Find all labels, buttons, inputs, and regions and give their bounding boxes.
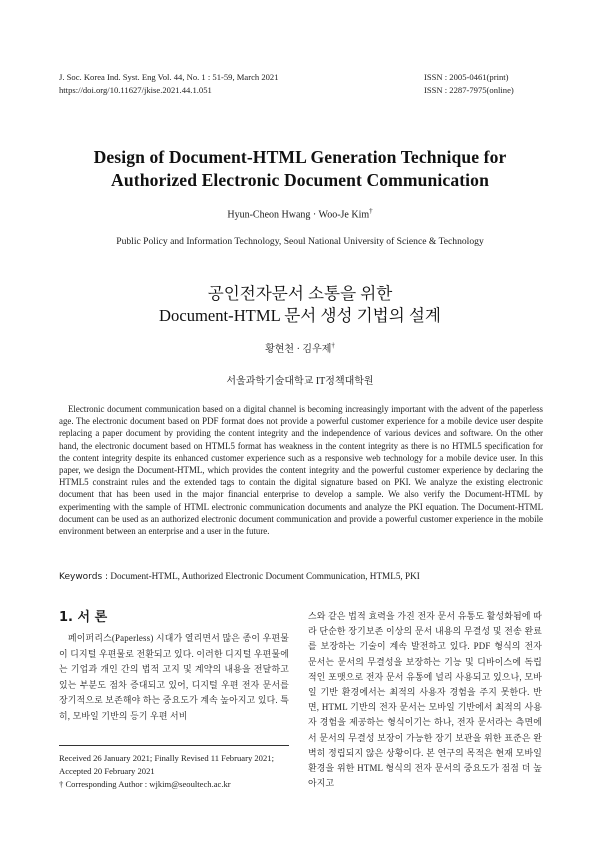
title-korean-line2: Document-HTML 문서 생성 기법의 설계	[159, 306, 441, 325]
footnotes	[59, 752, 299, 790]
journal-header-left	[59, 71, 279, 97]
title-korean-line1: 공인전자문서 소통을 위한	[207, 284, 393, 303]
title-korean	[0, 283, 600, 327]
corresponding-author-mark: †	[59, 778, 64, 789]
title-english	[30, 146, 570, 192]
author-names: Hyun-Cheon Hwang · Woo-Je Kim	[227, 209, 370, 221]
doi-link[interactable]: https://doi.org/10.11627/jkise.2021.44.1.051	[59, 85, 212, 95]
journal-header-right	[424, 71, 514, 97]
corresponding-mark-korean: †	[331, 341, 335, 350]
corresponding-author-text: Corresponding Author : wjkim@seoultech.ac.kr	[65, 778, 231, 789]
body-right-column: 스와 같은 법적 효력을 가진 전자 문서 유통도 활성화됨에 따라 단순한 장기보존 이상의 문서 내용의 무결성 및 전송 완료를 보장하는 기술이 계속 발전하고 있다. PDF 형식의 전자 문서는 문서의 무결성을 보장하는 기능 및 디바이스에 독립적인 포맷으로 전자 문서 유통에 널리 사용되고 있으나, 모바일 기반 환경에서는 최적의 사용자 경험을 주지 못한다. 반면, HTML 기반의 전자 문서는 모바일 기반에서 최적의 사용자 경험을 제공하는 형식이기는 하나, 전자 문서라는 측면에서 문서의 무결성 보장이 가능한 장기 보관을 위한 표준은 완벽히 정립되지 않은 상황이다. 본 연구의 목적은 현재 모바일 환경을 위한 HTML 형식의 전자 문서의 중요도가 점점 더 높아지고	[308, 611, 542, 789]
title-english-line2: Authorized Electronic Document Communication	[111, 170, 489, 190]
corresponding-author	[59, 778, 299, 791]
journal-citation: J. Soc. Korea Ind. Syst. Eng Vol. 44, No. 1 : 51-59, March 2021	[59, 72, 279, 82]
body-left-column: 페이퍼리스(Paperless) 시대가 열리면서 많은 종이 우편물이 디지털 우편물로 전환되고 있다. 이러한 디지털 우편물에는 기업과 개인 간의 법적 고지 및 계약의 내용을 전달하고 있는 부분도 점차 증대되고 있어, 디지털 우편 전자 문서를 장기적으로 보존해야 하는 중요도가 계속 높아지고 있다. 특히, 모바일 기반의 등기 우편 서비	[59, 633, 289, 721]
title-english-line1: Design of Document-HTML Generation Technique for	[93, 147, 507, 167]
issn-print: ISSN : 2005-0461(print)	[424, 72, 509, 82]
keywords-text: Document-HTML, Authorized Electronic Document Communication, HTML5, PKI	[110, 571, 420, 581]
keywords-label: Keywords :	[59, 572, 109, 582]
affiliation-korean: 서울과학기술대학교 IT정책대학원	[226, 376, 374, 387]
issn-online: ISSN : 2287-7975(online)	[424, 85, 514, 95]
footnote-divider	[59, 745, 289, 746]
section-heading: 1. 서 론	[59, 610, 108, 625]
received-dates: Received 26 January 2021; Finally Revised 11 February 2021; Accepted 20 February 2021	[59, 753, 274, 776]
authors-korean	[0, 340, 600, 355]
affiliation-english: Public Policy and Information Technology, Seoul National University of Science & Technology	[116, 236, 484, 247]
author-names-korean: 황현천 · 김우제	[265, 344, 332, 355]
keywords	[59, 571, 549, 582]
abstract: Electronic document communication based on a digital channel is becoming increasingly important with the advent of the paperless age. The electronic document based on PDF format does not provide a powerful customer experience for a mobile device user despite replacing a paper document by providing the content integrity and the independence of various devices and software. On the other hand, the electronic document based on HTML5 format has weakness in the content integrity as there is no HTML5 specification for the content integrity despite its enhanced customer experience such as a responsive web technology for a mobile device user. In this paper, we design the Document-HTML, which provides the content integrity and the powerful customer experience by declaring the HTML5 constraint rules and the extended tags to contain the digital signature based on PKI. We analyze the existing electronic document that has been used in the major financial enterprise to develop a sample. We also verify the Document-HTML by experimenting with the sample of HTML electronic communication documents and analyze the PKI equation. The Document-HTML document can be used as an authorized electronic document communication and provide a powerful customer experience in the mobile environment between an enterprise and a user in the future.	[59, 404, 543, 537]
authors-english	[0, 207, 600, 220]
corresponding-mark: †	[369, 207, 373, 215]
